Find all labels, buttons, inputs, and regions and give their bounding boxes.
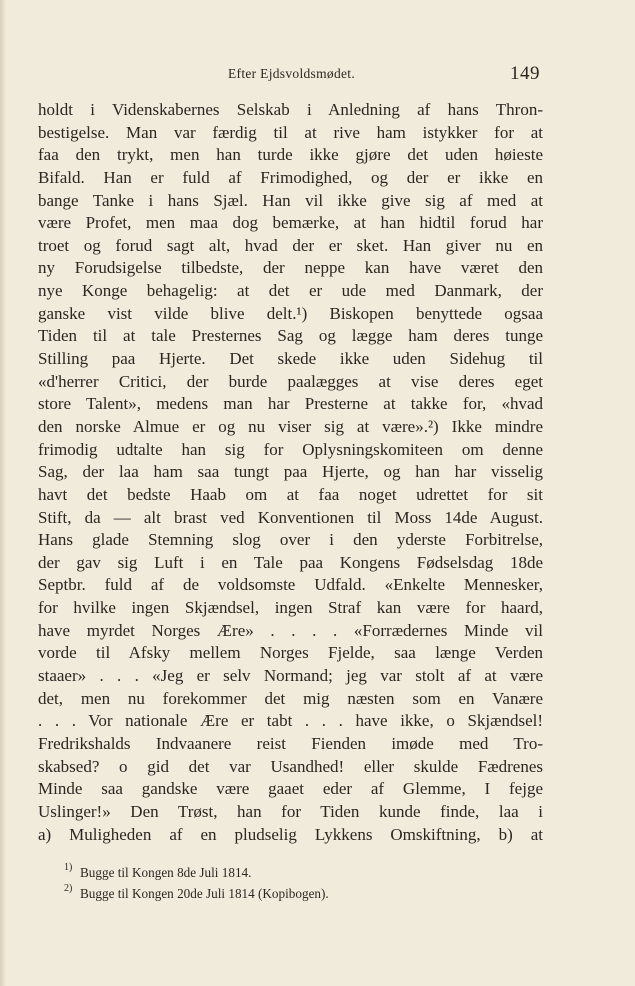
page-edge-shadow bbox=[0, 0, 6, 986]
text-line: skabsed? o gid det var Usandhed! eller skulde Fædrenes bbox=[38, 756, 543, 776]
text-line: . . . Vor nationale Ære er tabt . . . have ikke, o Skjændsel! bbox=[38, 711, 543, 731]
text-line: Minde saa gandske være gaaet eder af Glemme, I fejge bbox=[38, 779, 543, 799]
text-line: Bifald. Han er fuld af Frimodighed, og der er ikke en bbox=[38, 167, 543, 187]
text-line: Septbr. fuld af de voldsomste Udfald. «Enkelte Mennesker, bbox=[38, 575, 543, 595]
text-line: bestigelse. Man var færdig til at rive ham istykker for at bbox=[38, 122, 543, 142]
text-line: nye Konge behagelig: at det er ude med Danmark, der bbox=[38, 281, 543, 301]
text-line: Sag, der laa ham saa tungt paa Hjerte, og han har visselig bbox=[38, 462, 543, 482]
footnote bbox=[64, 883, 504, 904]
text-line: staaer» . . . «Jeg er selv Normand; jeg var stolt af at være bbox=[38, 666, 543, 686]
text-line: store Talent», medens man har Presterne at takke for, «hvad bbox=[38, 394, 543, 414]
text-line: «d'herrer Critici, der burde paalægges at vise deres eget bbox=[38, 371, 543, 391]
footnote-separator bbox=[38, 855, 118, 856]
footnote-mark: 1) bbox=[64, 862, 73, 873]
text-line: holdt i Videnskabernes Selskab i Anledning af hans Thron- bbox=[38, 100, 543, 119]
footnotes bbox=[64, 862, 504, 904]
footnote-text: Bugge til Kongen 8de Juli 1814. bbox=[80, 865, 252, 880]
text-line: den norske Almue er og nu viser sig at være».²) Ikke mindre bbox=[38, 416, 543, 436]
page-header bbox=[0, 62, 635, 88]
body-text bbox=[38, 99, 543, 846]
text-line: Stilling paa Hjerte. Det skede ikke uden Sidehug til bbox=[38, 349, 543, 369]
text-line: have myrdet Norges Ære» . . . . «Forrædernes Minde vil bbox=[38, 620, 543, 640]
footnote bbox=[64, 862, 504, 883]
text-line: der gav sig Luft i en Tale paa Kongens Fødselsdag 18de bbox=[38, 552, 543, 572]
text-line: Stift, da — alt brast ved Konventionen til Moss 14de August. bbox=[38, 507, 543, 527]
text-line: havt det bedste Haab om at faa noget udrettet for sit bbox=[38, 484, 543, 504]
text-line: Fredrikshalds Indvaanere reist Fienden imøde med Tro- bbox=[38, 733, 543, 753]
text-line: det, men nu forekommer det mig næsten som en Vanære bbox=[38, 688, 543, 708]
text-line: faa den trykt, men han turde ikke gjøre det uden høieste bbox=[38, 145, 543, 165]
text-line: bange Tanke i hans Sjæl. Han vil ikke give sig af med at bbox=[38, 190, 543, 210]
text-line: Hans glade Stemning slog over i den yderste Forbitrelse, bbox=[38, 530, 543, 550]
text-line: ny Forudsigelse tilbedste, der neppe kan have været den bbox=[38, 258, 543, 278]
text-line: a) Muligheden af en pludselig Lykkens Omskiftning, b) at bbox=[38, 824, 543, 844]
text-line: for hvilke ingen Skjændsel, ingen Straf kan være for haard, bbox=[38, 598, 543, 618]
text-line: vorde til Afsky mellem Norges Fjelde, saa længe Verden bbox=[38, 643, 543, 663]
footnote-mark: 2) bbox=[64, 883, 73, 894]
running-title: Efter Ejdsvoldsmødet. bbox=[228, 66, 356, 81]
footnote-text: Bugge til Kongen 20de Juli 1814 (Kopibogen). bbox=[80, 886, 329, 901]
text-line: troet og forud sagt alt, hvad der er sket. Han giver nu en bbox=[38, 235, 543, 255]
text-line: være Profet, men maa dog bemærke, at han hidtil forud har bbox=[38, 213, 543, 233]
text-line: Uslinger!» Den Trøst, han for Tiden kunde finde, laa i bbox=[38, 801, 543, 821]
text-line: frimodig udtalte han sig for Oplysningskomiteen om denne bbox=[38, 439, 543, 459]
text-line: Tiden til at tale Presternes Sag og lægge ham deres tunge bbox=[38, 326, 543, 346]
page-number: 149 bbox=[510, 63, 540, 84]
text-line: ganske vist vilde blive delt.¹) Biskopen benyttede ogsaa bbox=[38, 303, 543, 323]
